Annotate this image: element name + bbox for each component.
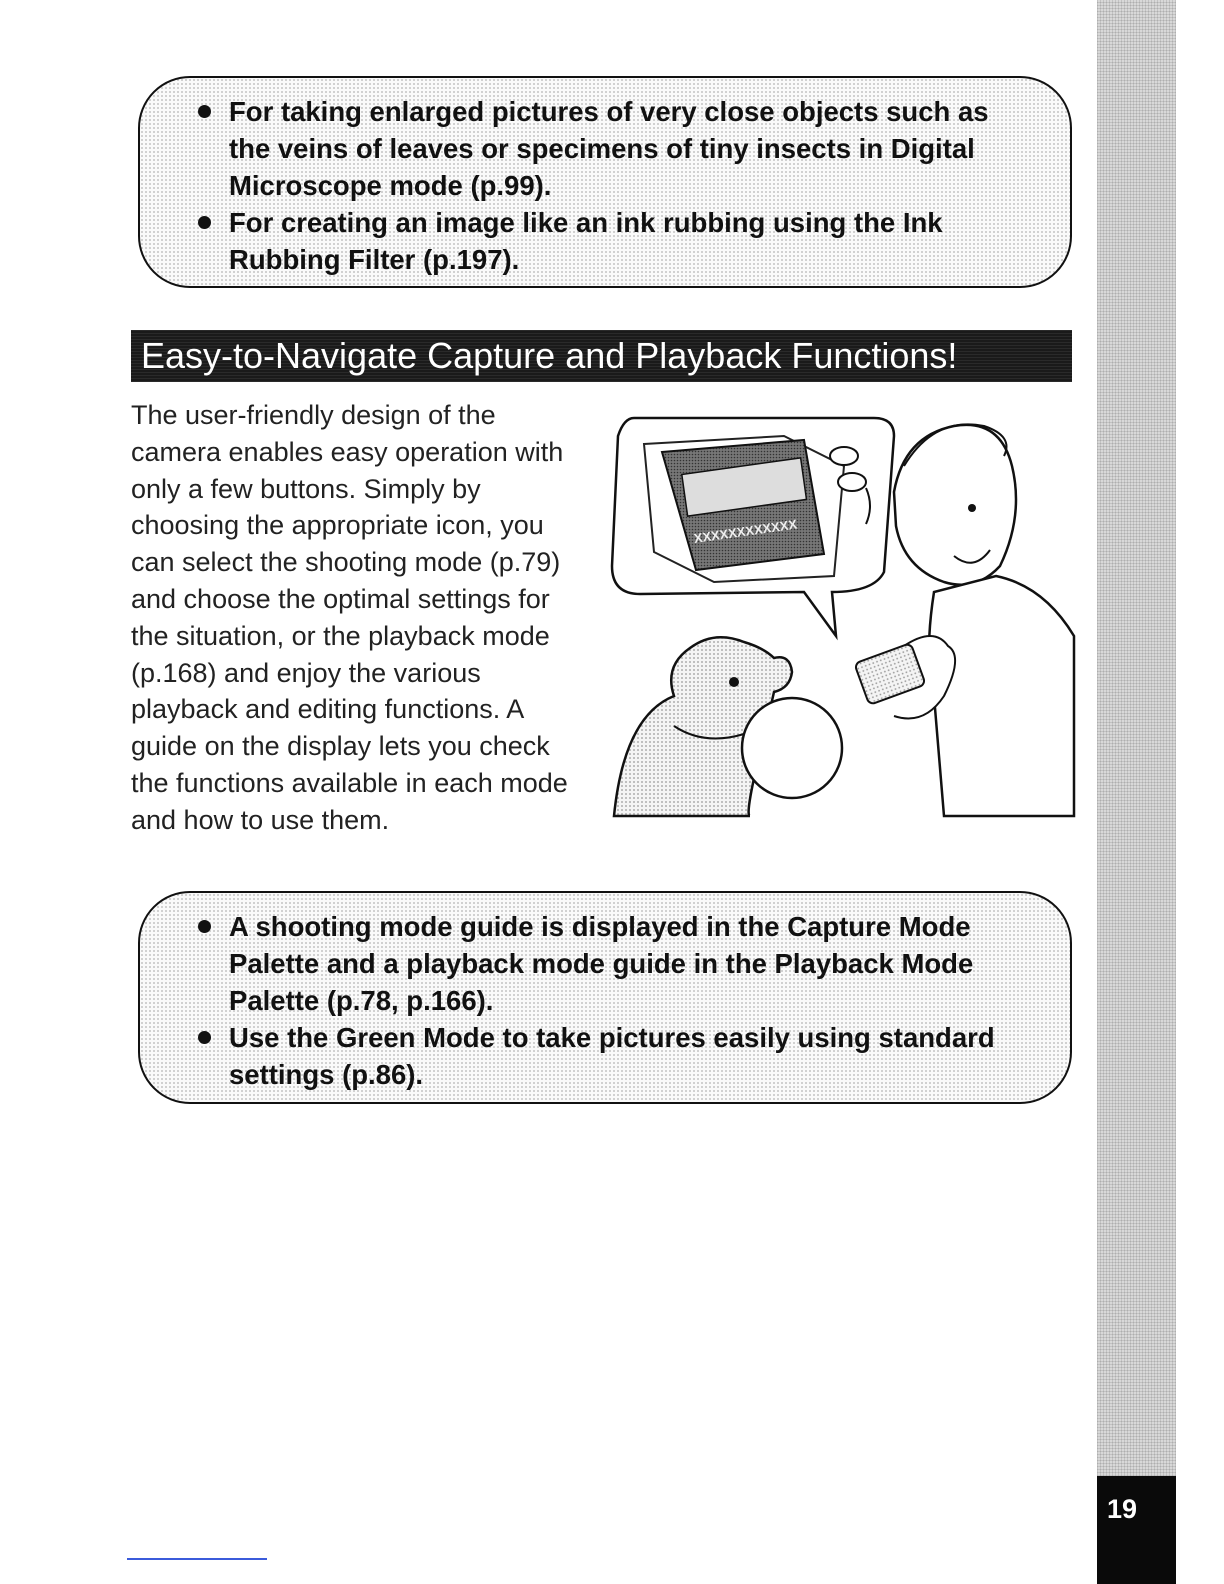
page-number: 19 [1107, 1494, 1138, 1524]
page-number-tab [1097, 1476, 1176, 1584]
callout-item: For taking enlarged pictures of very close objects such as the veins of leaves or specimens of tiny insects in Digital Microscope mode (p.99). [196, 93, 1030, 204]
section-title: Easy-to-Navigate Capture and Playback Functions! [131, 330, 1072, 382]
callout-list [140, 893, 1070, 1093]
camera-screen [644, 436, 870, 582]
feature-callout-top [138, 76, 1072, 288]
dog-illustration [614, 637, 842, 816]
sidebar-tab [1097, 0, 1176, 1476]
callout-item: A shooting mode guide is displayed in the Capture Mode Palette and a playback mode guide in the Playback Mode Palette (p.78, p.166). [196, 908, 1030, 1019]
callout-item: For creating an image like an ink rubbing using the Ink Rubbing Filter (p.197). [196, 204, 1030, 278]
body-paragraph: The user-friendly design of the camera enables easy operation with only a few buttons. Simply by choosing the appropriate icon, you can select the shooting mode (p.79) and choose the optimal settings for the situation, or the playback mode (p.168) and enjoy the various playback and editing functions. A guide on the display lets you check the functions available in each mode and how to use them. [131, 400, 568, 835]
camera-user-illustration [604, 396, 1078, 822]
footer-rule [127, 1558, 267, 1560]
callout-list [140, 78, 1070, 278]
feature-callout-bottom [138, 891, 1072, 1104]
callout-item: Use the Green Mode to take pictures easily using standard settings (p.86). [196, 1019, 1030, 1093]
screen-text: XXXXXXXXXXXX [692, 516, 798, 546]
